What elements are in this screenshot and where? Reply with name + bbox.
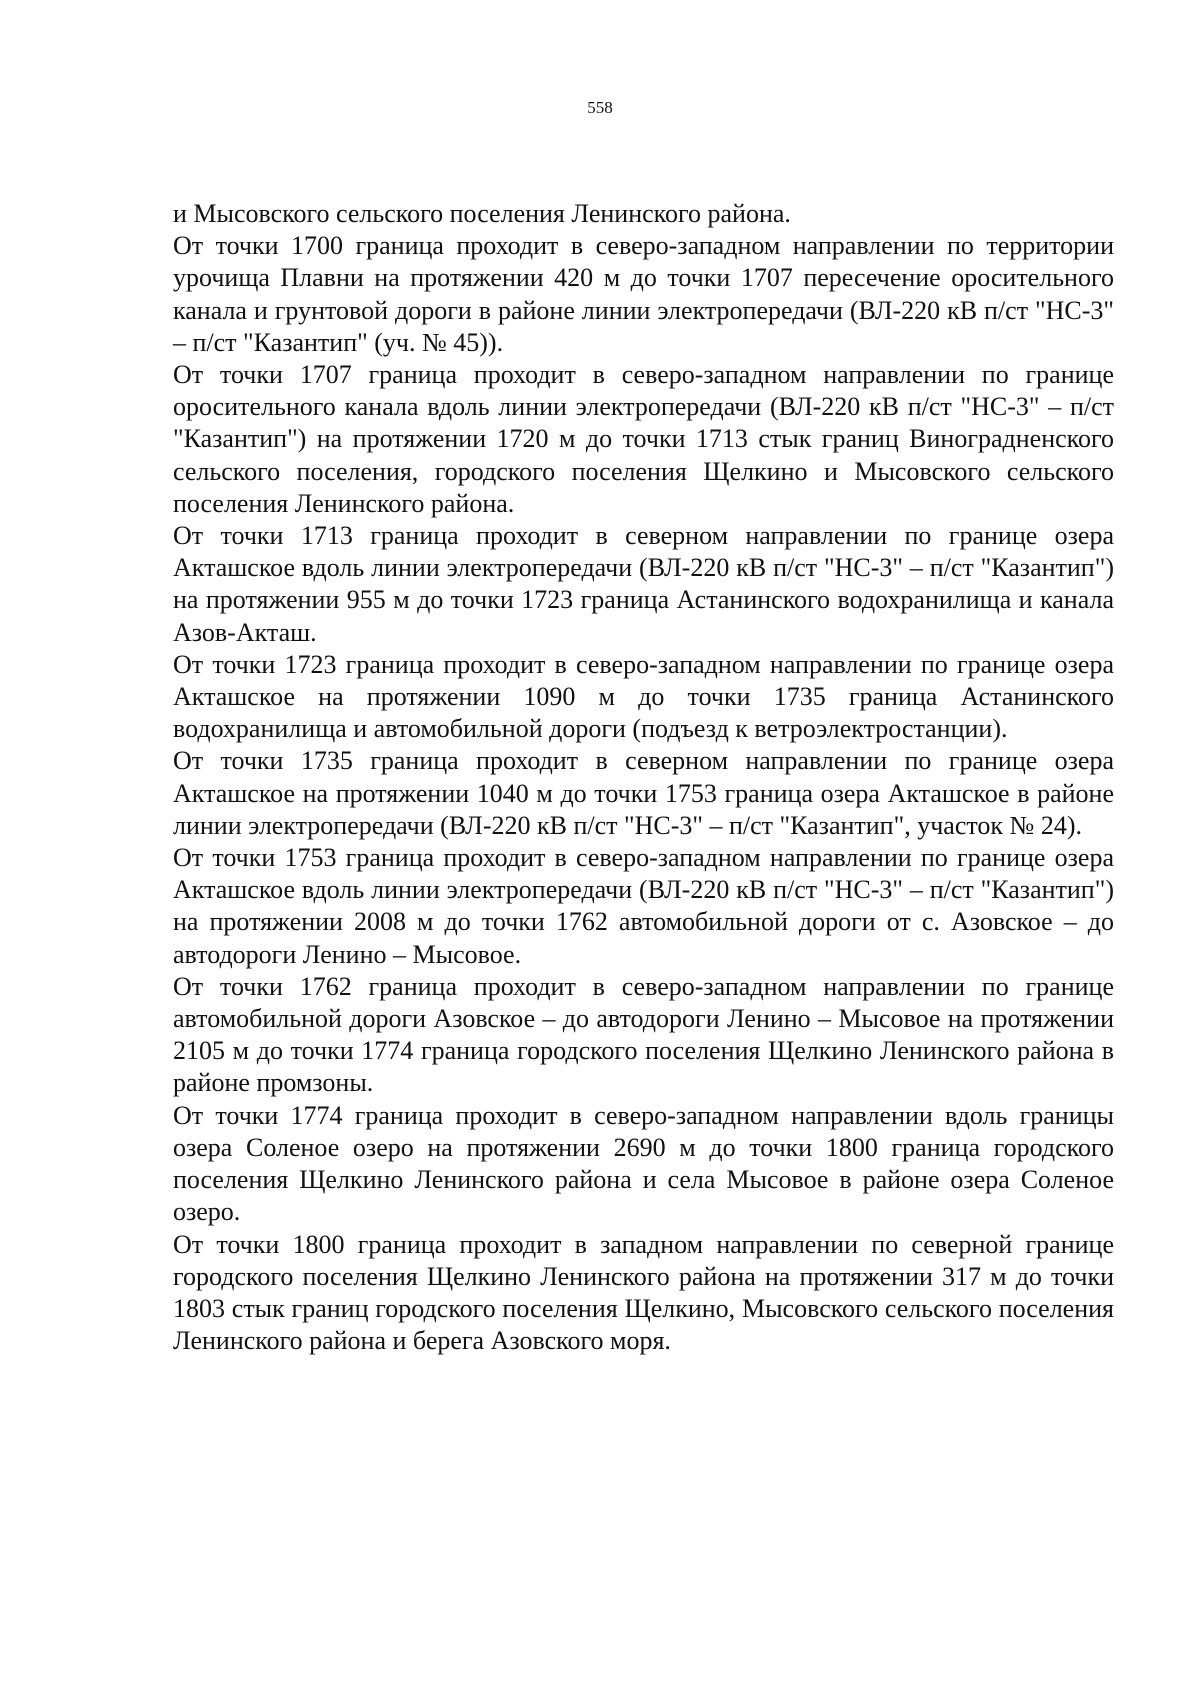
paragraph-9: От точки 1774 граница проходит в северо-западном направлении вдоль границы озера Соленое озеро на протяжении 2690 м до точки 1800 граница городского поселения Щелкино Ленинского района и села Мысовое в районе озера Соленое озеро. bbox=[173, 1100, 1114, 1227]
paragraph-4: От точки 1713 граница проходит в северном направлении по границе озера Акташское вдоль линии электропередачи (ВЛ-220 кВ п/ст "НС-3" – п/ст "Казантип") на протяжении 955 м до точки 1723 граница Астанинского водохранилища и канала Азов-Акташ. bbox=[173, 521, 1114, 647]
paragraph-2: От точки 1700 граница проходит в северо-западном направлении по территории урочища Плавни на протяжении 420 м до точки 1707 пересечение оросительного канала и грунтовой дороги в районе линии электропередачи (ВЛ-220 кВ п/ст "НС-3" – п/ст "Казантип" (уч. № 45)). bbox=[173, 231, 1114, 357]
paragraph-6: От точки 1735 граница проходит в северном направлении по границе озера Акташское на протяжении 1040 м до точки 1753 граница озера Акташское в районе линии электропередачи (ВЛ-220 кВ п/ст "НС-3" – п/ст "Казантип", участок № 24). bbox=[173, 746, 1114, 840]
paragraph-7: От точки 1753 граница проходит в северо-западном направлении по границе озера Акташское вдоль линии электропередачи (ВЛ-220 кВ п/ст "НС-3" – п/ст "Казантип") на протяжении 2008 м до точки 1762 автомобильной дороги от с. Азовское – до автодороги Ленино – Мысовое. bbox=[173, 843, 1114, 969]
paragraph-5: От точки 1723 граница проходит в северо-западном направлении по границе озера Акташское на протяжении 1090 м до точки 1735 граница Астанинского водохранилища и автомобильной дороги (подъезд к ветроэлектростанции). bbox=[173, 649, 1114, 744]
paragraph-8: От точки 1762 граница проходит в северо-западном направлении по границе автомобильной дороги Азовское – до автодороги Ленино – Мысовое на протяжении 2105 м до точки 1774 граница городского поселения Щелкино Ленинского района в районе промзоны. bbox=[173, 971, 1114, 1098]
paragraph-1: и Мысовского сельского поселения Ленинского района. bbox=[173, 199, 791, 228]
page-number: 558 bbox=[587, 98, 613, 117]
paragraph-10: От точки 1800 граница проходит в западном направлении по северной границе городского поселения Щелкино Ленинского района на протяжении 317 м до точки 1803 стык границ городского поселения Щелкино, Мысовского сельского поселения Ленинского района и берега Азовского моря. bbox=[173, 1229, 1114, 1356]
document-body bbox=[173, 198, 1114, 1357]
paragraph-3: От точки 1707 граница проходит в северо-западном направлении по границе оросительного канала вдоль линии электропередачи (ВЛ-220 кВ п/ст "НС-3" – п/ст "Казантип") на протяжении 1720 м до точки 1713 стык границ Виноградненского сельского поселения, городского поселения Щелкино и Мысовского сельского поселения Ленинского района. bbox=[173, 360, 1114, 518]
